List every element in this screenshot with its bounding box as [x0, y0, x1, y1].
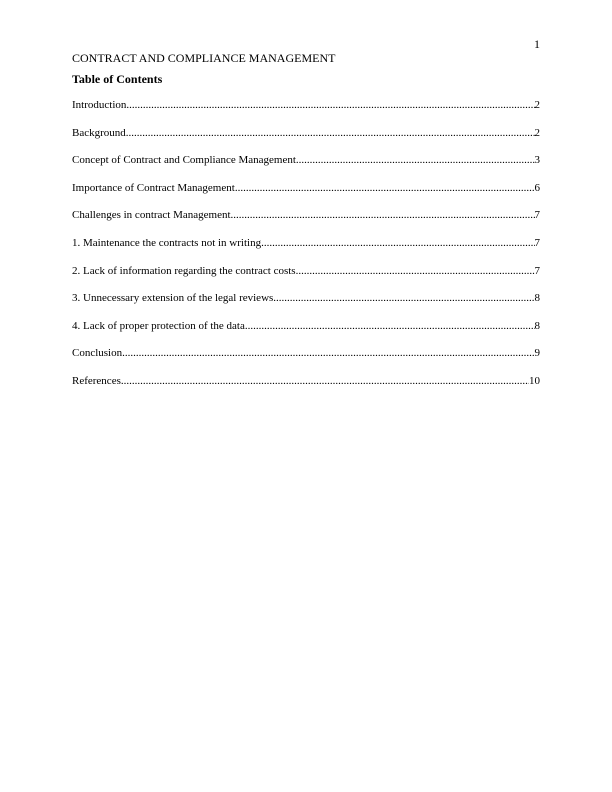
dot-leader	[296, 153, 535, 167]
toc-entry-page: 2	[534, 126, 540, 139]
toc-entry-importance[interactable]	[72, 181, 540, 209]
toc-entry-background[interactable]	[72, 126, 540, 154]
toc-entry-references[interactable]	[72, 374, 540, 402]
dot-leader	[296, 264, 535, 278]
toc-entry-challenge-4[interactable]	[72, 319, 540, 347]
table-of-contents	[72, 98, 540, 402]
toc-entry-page: 2	[534, 99, 540, 111]
toc-entry-conclusion[interactable]	[72, 346, 540, 374]
dot-leader	[273, 291, 534, 305]
toc-entry-title: Importance of Contract Management	[72, 181, 235, 194]
toc-entry-page: 7	[534, 209, 540, 222]
toc-entry-title: 3. Unnecessary extension of the legal reviews	[72, 292, 274, 305]
toc-entry-challenges[interactable]	[72, 208, 540, 236]
toc-entry-title: Concept of Contract and Compliance Management	[72, 154, 296, 167]
toc-entry-title: Background	[72, 126, 126, 139]
toc-entry-title: Challenges in contract Management	[72, 209, 231, 222]
toc-entry-challenge-3[interactable]	[72, 291, 540, 319]
toc-entry-page: 7	[534, 264, 540, 277]
toc-entry-title: 1. Maintenance the contracts not in writing	[72, 236, 262, 249]
toc-entry-title: Introduction	[72, 99, 127, 111]
toc-entry-concept[interactable]	[72, 153, 540, 181]
toc-entry-page: 8	[534, 292, 540, 305]
toc-entry-title: 2. Lack of information regarding the contract costs	[72, 264, 296, 277]
dot-leader	[122, 346, 534, 360]
dot-leader	[126, 98, 534, 112]
running-head: CONTRACT AND COMPLIANCE MANAGEMENT	[72, 51, 336, 65]
toc-entry-page: 8	[534, 319, 540, 332]
toc-heading: Table of Contents	[72, 72, 163, 86]
toc-entry-challenge-1[interactable]	[72, 236, 540, 264]
toc-entry-page: 7	[534, 236, 540, 249]
dot-leader	[261, 236, 534, 250]
page-number: 1	[534, 37, 540, 51]
toc-entry-page: 10	[529, 374, 540, 387]
dot-leader	[126, 126, 535, 140]
toc-entry-title: References	[72, 374, 121, 387]
toc-entry-page: 9	[534, 347, 540, 360]
toc-entry-page: 6	[534, 181, 540, 194]
toc-entry-challenge-2[interactable]	[72, 264, 540, 292]
toc-entry-introduction[interactable]	[72, 98, 540, 126]
toc-entry-title: 4. Lack of proper protection of the data	[72, 319, 245, 332]
toc-entry-title: Conclusion	[72, 347, 123, 360]
dot-leader	[231, 208, 535, 222]
dot-leader	[235, 181, 535, 195]
toc-entry-page: 3	[534, 154, 540, 167]
dot-leader	[245, 319, 535, 333]
dot-leader	[121, 374, 529, 388]
